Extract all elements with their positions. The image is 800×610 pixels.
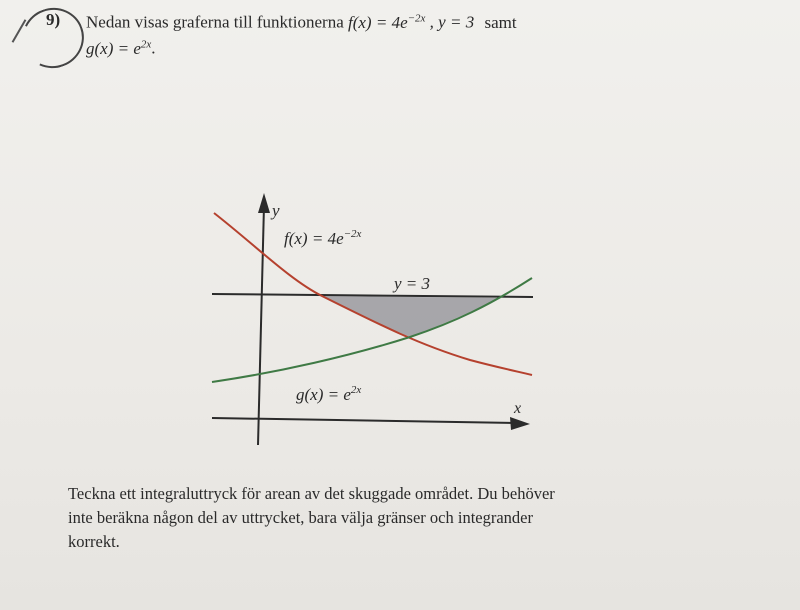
shaded-region (322, 296, 500, 337)
intro-text: Nedan visas graferna till funktionerna (86, 12, 344, 32)
f-curve-label: $f(x) = 4e^{-2x}$ (284, 228, 362, 248)
task-instructions (68, 482, 708, 554)
question-intro-line2: $g(x) = e^{2x}$. (86, 38, 156, 58)
y-definition: , y = 3 (429, 12, 475, 32)
line-y-equals-3 (212, 294, 533, 297)
g-curve-label: $g(x) = e^{2x}$ (296, 384, 362, 404)
task-line2: inte beräkna någon del av uttrycket, bara välja gränser och integrander (68, 508, 533, 527)
task-line3: korrekt. (68, 532, 120, 551)
question-number: 9) (46, 10, 61, 29)
x-axis-label: x (514, 400, 522, 417)
y-axis-label: y (272, 201, 280, 220)
y-axis (258, 205, 264, 445)
g-definition: $g(x) = e^{2x}$ (86, 38, 152, 58)
samt-word: samt (484, 12, 517, 32)
f-definition: $f(x) = 4e^{-2x}$ (348, 12, 426, 32)
y-axis-arrow (258, 193, 270, 213)
task-line1: Teckna ett integraluttryck för arean av det skuggade området. Du behöver (68, 484, 555, 503)
x-axis-arrow (510, 417, 530, 430)
line-y3-label: y = 3 (394, 274, 431, 293)
